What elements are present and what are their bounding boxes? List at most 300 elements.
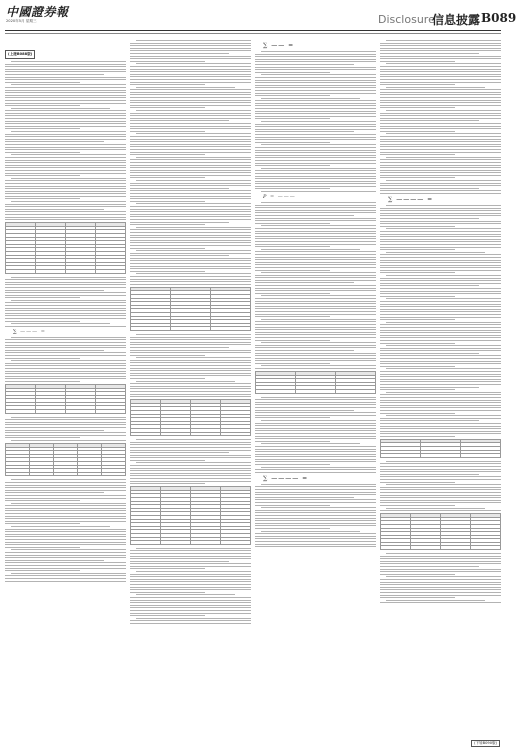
text-line bbox=[5, 505, 126, 506]
text-line bbox=[380, 141, 501, 142]
text-line bbox=[5, 419, 126, 420]
text-line bbox=[5, 581, 126, 582]
text-line bbox=[130, 457, 251, 458]
text-line bbox=[255, 308, 376, 309]
text-line bbox=[380, 56, 501, 57]
text-line bbox=[255, 157, 376, 158]
text-line bbox=[255, 306, 376, 307]
text-line bbox=[130, 45, 251, 46]
text-line bbox=[5, 542, 126, 543]
data-table bbox=[130, 399, 251, 436]
text-block bbox=[380, 461, 501, 511]
text-line bbox=[380, 231, 501, 232]
text-line bbox=[5, 557, 126, 558]
text-line bbox=[380, 355, 501, 356]
text-line bbox=[386, 275, 501, 276]
text-block bbox=[255, 484, 376, 547]
text-line bbox=[5, 90, 126, 91]
text-line bbox=[261, 51, 376, 52]
text-line bbox=[130, 620, 251, 621]
text-line bbox=[380, 146, 501, 147]
text-line bbox=[380, 558, 501, 559]
text-line bbox=[255, 277, 376, 278]
text-line bbox=[380, 265, 501, 266]
text-line bbox=[136, 381, 235, 382]
text-line bbox=[380, 324, 501, 325]
text-line bbox=[136, 594, 235, 595]
text-line bbox=[130, 360, 251, 361]
text-line bbox=[380, 113, 501, 114]
text-line bbox=[130, 258, 251, 259]
text-line bbox=[5, 534, 126, 535]
text-line bbox=[380, 221, 501, 222]
text-line bbox=[255, 345, 376, 346]
text-line bbox=[380, 492, 501, 493]
text-line bbox=[380, 262, 501, 263]
text-line bbox=[255, 293, 330, 294]
text-line bbox=[255, 186, 376, 187]
text-line bbox=[130, 188, 229, 189]
text-line bbox=[380, 43, 501, 44]
text-column-2 bbox=[130, 40, 251, 738]
text-line bbox=[380, 579, 501, 580]
text-line bbox=[5, 487, 126, 488]
text-line bbox=[130, 391, 251, 392]
text-line bbox=[130, 58, 251, 59]
text-line bbox=[130, 167, 251, 168]
text-line bbox=[130, 470, 251, 471]
formula: ∑ ——— = bbox=[13, 328, 46, 335]
text-line bbox=[130, 460, 205, 461]
text-line bbox=[130, 146, 251, 147]
text-line bbox=[130, 100, 251, 101]
text-line bbox=[5, 123, 126, 124]
text-line bbox=[255, 505, 330, 506]
table-cell bbox=[78, 472, 102, 476]
text-line bbox=[380, 574, 455, 575]
text-line bbox=[255, 67, 376, 68]
text-line bbox=[380, 431, 501, 432]
text-line bbox=[5, 430, 104, 431]
table-cell bbox=[471, 546, 501, 550]
text-line bbox=[380, 428, 501, 429]
text-line bbox=[5, 516, 126, 517]
text-line bbox=[5, 432, 126, 433]
text-line bbox=[380, 280, 501, 281]
text-line bbox=[255, 536, 376, 537]
text-line bbox=[136, 227, 251, 228]
text-line bbox=[5, 437, 80, 438]
text-line bbox=[130, 170, 251, 171]
text-line bbox=[255, 327, 376, 328]
text-line bbox=[5, 381, 80, 382]
text-line bbox=[380, 79, 501, 80]
table-cell bbox=[191, 541, 221, 545]
text-line bbox=[380, 495, 501, 496]
text-line bbox=[5, 321, 80, 322]
text-line bbox=[255, 155, 376, 156]
table-row bbox=[6, 410, 126, 414]
text-line bbox=[255, 126, 376, 127]
text-line bbox=[380, 213, 501, 214]
text-line bbox=[255, 176, 376, 177]
text-line bbox=[380, 379, 501, 380]
table-cell bbox=[30, 472, 54, 476]
text-line bbox=[255, 212, 376, 213]
text-line bbox=[255, 264, 376, 265]
text-line bbox=[380, 306, 501, 307]
text-line bbox=[380, 510, 501, 511]
text-block bbox=[5, 337, 126, 382]
text-line bbox=[5, 342, 126, 343]
text-line bbox=[5, 167, 126, 168]
text-line bbox=[380, 413, 455, 414]
text-line bbox=[261, 420, 376, 421]
text-line bbox=[5, 313, 126, 314]
text-line bbox=[5, 134, 126, 135]
text-line bbox=[380, 571, 501, 572]
text-line bbox=[130, 452, 229, 453]
text-line bbox=[380, 66, 501, 67]
text-line bbox=[130, 235, 251, 236]
text-line bbox=[386, 180, 501, 181]
text-line bbox=[5, 287, 126, 288]
text-line bbox=[136, 87, 235, 88]
text-line bbox=[255, 449, 376, 450]
text-line bbox=[130, 347, 229, 348]
text-line bbox=[5, 422, 126, 423]
text-line bbox=[255, 282, 354, 283]
text-line bbox=[5, 196, 126, 197]
text-line bbox=[380, 183, 501, 184]
text-line bbox=[255, 404, 376, 405]
text-line bbox=[380, 487, 501, 488]
text-line bbox=[11, 479, 126, 480]
text-line bbox=[5, 544, 126, 545]
text-line bbox=[130, 455, 251, 456]
text-line bbox=[11, 154, 126, 155]
text-line bbox=[130, 342, 251, 343]
text-line bbox=[380, 463, 501, 464]
text-line bbox=[255, 254, 376, 255]
table-row bbox=[256, 390, 376, 394]
text-line bbox=[130, 615, 205, 616]
text-line bbox=[130, 271, 205, 272]
text-line bbox=[255, 142, 330, 143]
text-line bbox=[380, 218, 479, 219]
text-line bbox=[5, 529, 126, 530]
text-line bbox=[136, 40, 251, 41]
text-line bbox=[386, 392, 501, 393]
text-line bbox=[5, 279, 126, 280]
text-line bbox=[255, 111, 376, 112]
text-line bbox=[130, 102, 251, 103]
text-line bbox=[380, 48, 501, 49]
text-block bbox=[5, 61, 126, 220]
text-line bbox=[255, 288, 376, 289]
text-line bbox=[386, 133, 501, 134]
text-line bbox=[5, 118, 126, 119]
continued-on-tag: (下转B090版) bbox=[471, 740, 500, 747]
text-line bbox=[255, 334, 376, 335]
text-line bbox=[5, 136, 126, 137]
text-line bbox=[5, 160, 126, 161]
text-line bbox=[5, 103, 126, 104]
text-line bbox=[255, 499, 376, 500]
text-line bbox=[5, 115, 126, 116]
text-line bbox=[130, 120, 229, 121]
text-line bbox=[5, 183, 126, 184]
table-row bbox=[381, 546, 501, 550]
text-line bbox=[255, 515, 376, 516]
text-line bbox=[5, 492, 104, 493]
text-line bbox=[130, 79, 251, 80]
text-line bbox=[136, 571, 251, 572]
text-line bbox=[11, 201, 126, 202]
text-line bbox=[380, 405, 501, 406]
text-line bbox=[380, 296, 455, 297]
text-line bbox=[130, 128, 251, 129]
text-line bbox=[255, 441, 330, 442]
text-line bbox=[130, 172, 251, 173]
text-line bbox=[5, 97, 126, 98]
text-line bbox=[130, 344, 251, 345]
text-line bbox=[261, 531, 360, 532]
text-line bbox=[130, 556, 251, 557]
text-line bbox=[130, 465, 251, 466]
text-line bbox=[130, 89, 251, 90]
text-line bbox=[261, 319, 376, 320]
text-line bbox=[130, 602, 251, 603]
text-line bbox=[261, 225, 376, 226]
text-line bbox=[255, 430, 376, 431]
text-line bbox=[5, 180, 126, 181]
text-line bbox=[255, 236, 376, 237]
text-line bbox=[5, 355, 126, 356]
text-line bbox=[5, 308, 126, 309]
text-line bbox=[380, 471, 501, 472]
text-line bbox=[380, 595, 501, 596]
text-line bbox=[380, 172, 501, 173]
text-line bbox=[255, 59, 376, 60]
text-line bbox=[380, 311, 501, 312]
text-line bbox=[130, 610, 251, 611]
text-line bbox=[130, 107, 205, 108]
table-cell bbox=[161, 541, 191, 545]
text-line bbox=[5, 500, 80, 501]
text-line bbox=[5, 69, 126, 70]
text-line bbox=[130, 97, 251, 98]
text-line bbox=[380, 210, 501, 211]
text-line bbox=[261, 168, 376, 169]
text-line bbox=[380, 177, 455, 178]
text-line bbox=[136, 357, 251, 358]
text-line bbox=[130, 149, 251, 150]
text-line bbox=[130, 386, 251, 387]
text-line bbox=[380, 330, 501, 331]
text-line bbox=[11, 61, 126, 62]
text-line bbox=[255, 446, 376, 447]
text-line bbox=[261, 467, 376, 468]
text-line bbox=[130, 550, 251, 551]
text-line bbox=[386, 600, 485, 601]
text-line bbox=[11, 300, 126, 301]
text-line bbox=[255, 61, 376, 62]
text-line bbox=[130, 362, 251, 363]
text-line bbox=[130, 355, 205, 356]
text-line bbox=[380, 128, 501, 129]
table-cell bbox=[66, 269, 96, 273]
text-line bbox=[380, 317, 501, 318]
text-line bbox=[386, 205, 501, 206]
formula: ∑ ———— = bbox=[263, 474, 309, 482]
text-line bbox=[380, 208, 501, 209]
text-line bbox=[386, 415, 501, 416]
text-line bbox=[255, 438, 376, 439]
text-line bbox=[380, 131, 455, 132]
text-line bbox=[255, 267, 376, 268]
text-line bbox=[380, 582, 501, 583]
text-line bbox=[380, 505, 455, 506]
text-line bbox=[386, 63, 501, 64]
text-line bbox=[130, 141, 251, 142]
text-line bbox=[255, 451, 376, 452]
text-line bbox=[11, 323, 110, 324]
text-line bbox=[380, 363, 501, 364]
text-line bbox=[380, 319, 455, 320]
formula: P = ——— bbox=[263, 194, 296, 201]
table-cell bbox=[381, 546, 411, 550]
text-line bbox=[255, 275, 376, 276]
text-line bbox=[11, 526, 110, 527]
table-cell bbox=[256, 390, 296, 394]
text-line bbox=[255, 64, 354, 65]
text-line bbox=[255, 160, 376, 161]
text-line bbox=[380, 343, 455, 344]
text-line bbox=[130, 561, 229, 562]
data-table bbox=[130, 287, 251, 331]
text-line bbox=[5, 521, 126, 522]
text-line bbox=[255, 56, 376, 57]
text-line bbox=[380, 410, 501, 411]
text-line bbox=[261, 249, 360, 250]
text-line bbox=[130, 279, 251, 280]
text-line bbox=[380, 358, 501, 359]
text-line bbox=[130, 475, 251, 476]
text-line bbox=[130, 76, 251, 77]
text-line bbox=[255, 407, 376, 408]
text-line bbox=[255, 231, 376, 232]
text-line bbox=[255, 118, 330, 119]
text-line bbox=[5, 485, 126, 486]
text-line bbox=[380, 58, 501, 59]
text-line bbox=[380, 309, 501, 310]
text-line bbox=[5, 578, 126, 579]
table-cell bbox=[336, 390, 376, 394]
table-cell bbox=[411, 546, 441, 550]
text-block bbox=[5, 479, 126, 581]
text-line bbox=[255, 85, 376, 86]
text-line bbox=[380, 188, 479, 189]
text-line bbox=[380, 502, 501, 503]
table-cell bbox=[211, 327, 251, 331]
text-line bbox=[255, 93, 376, 94]
text-line bbox=[5, 523, 80, 524]
text-line bbox=[380, 291, 501, 292]
text-line bbox=[5, 147, 126, 148]
text-line bbox=[255, 251, 376, 252]
text-line bbox=[5, 518, 126, 519]
text-line bbox=[255, 280, 376, 281]
table-cell bbox=[6, 472, 30, 476]
text-line bbox=[255, 489, 376, 490]
text-line bbox=[380, 332, 501, 333]
text-line bbox=[136, 618, 251, 619]
text-line bbox=[130, 242, 251, 243]
text-line bbox=[130, 53, 229, 54]
text-block bbox=[130, 40, 251, 285]
text-line bbox=[5, 368, 126, 369]
table-cell bbox=[54, 472, 78, 476]
text-line bbox=[11, 277, 126, 278]
text-line bbox=[11, 417, 126, 418]
text-line bbox=[130, 211, 251, 212]
text-line bbox=[255, 410, 354, 411]
text-line bbox=[130, 281, 251, 282]
text-line bbox=[255, 456, 376, 457]
text-line bbox=[5, 191, 126, 192]
text-line bbox=[380, 223, 501, 224]
text-line bbox=[386, 553, 501, 554]
text-line bbox=[261, 202, 376, 203]
text-line bbox=[255, 215, 354, 216]
text-block bbox=[380, 553, 501, 603]
text-line bbox=[255, 415, 376, 416]
text-column-1 bbox=[5, 40, 126, 738]
text-line bbox=[255, 270, 330, 271]
text-line bbox=[130, 260, 251, 261]
text-line bbox=[5, 482, 126, 483]
text-line bbox=[5, 290, 104, 291]
text-line bbox=[5, 562, 126, 563]
text-line bbox=[130, 50, 251, 51]
text-line bbox=[130, 131, 205, 132]
text-line bbox=[255, 220, 376, 221]
text-line bbox=[5, 575, 126, 576]
text-line bbox=[380, 247, 501, 248]
text-line bbox=[5, 74, 104, 75]
text-line bbox=[130, 240, 251, 241]
text-line bbox=[380, 100, 501, 101]
text-line bbox=[255, 290, 376, 291]
table-cell bbox=[131, 432, 161, 436]
text-line bbox=[130, 43, 251, 44]
text-line bbox=[380, 479, 501, 480]
text-line bbox=[255, 544, 376, 545]
text-line bbox=[130, 66, 251, 67]
text-line bbox=[380, 272, 455, 273]
text-line bbox=[5, 490, 126, 491]
text-line bbox=[136, 250, 251, 251]
table-cell bbox=[66, 410, 96, 414]
text-line bbox=[380, 123, 501, 124]
text-line bbox=[380, 97, 501, 98]
text-line bbox=[380, 418, 501, 419]
newspaper-masthead: 中國證券報 bbox=[6, 5, 69, 19]
text-line bbox=[380, 497, 501, 498]
text-line bbox=[5, 206, 126, 207]
text-line bbox=[130, 216, 251, 217]
